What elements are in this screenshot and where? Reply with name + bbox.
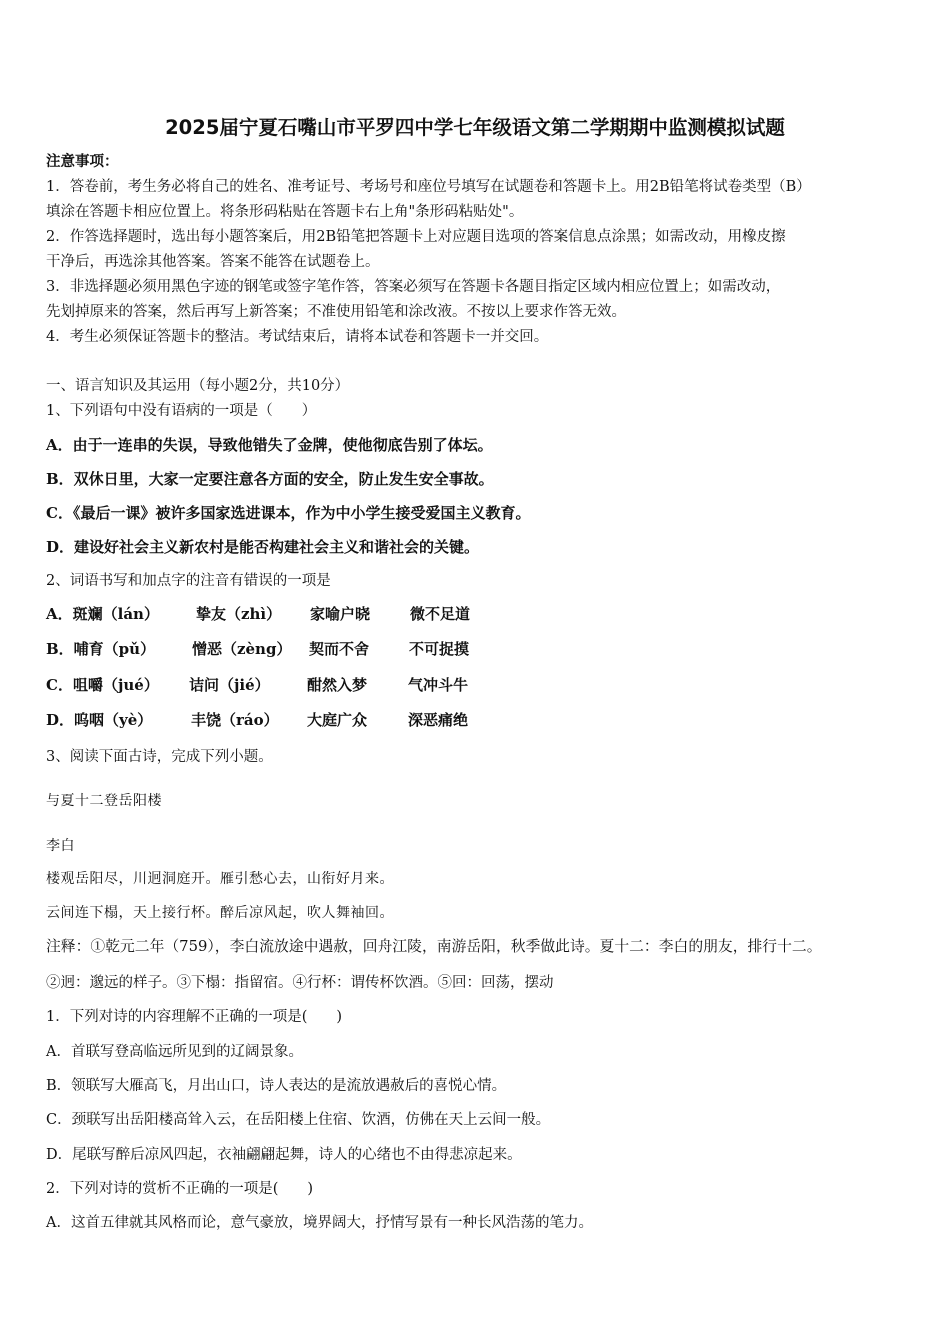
notice-heading: 注意事项： (46, 153, 119, 170)
q2-d-word4: 深恶痛绝 (408, 711, 469, 729)
q3-sub1-option-d: D．尾联写醉后凉风四起，衣袖翩翩起舞，诗人的心绪也不由得悲凉起来。 (46, 1147, 522, 1163)
q3-sub1-stem: 1．下列对诗的内容理解不正确的一项是( ) (46, 1009, 343, 1025)
q3-sub1-option-a: A．首联写登高临远所见到的辽阔景象。 (46, 1044, 303, 1060)
poem-line-2: 云间连下榻，天上接行杯。醉后凉风起，吹人舞袖回。 (46, 905, 394, 921)
notice-line-3: 2．作答选择题时，选出每小题答案后，用2B铅笔把答题卡上对应题目选项的答案信息点涂黑；如需改动，用橡皮擦 (46, 229, 786, 245)
notice-line-5: 3．非选择题必须用黑色字迹的钢笔或签字笔作答，答案必须写在答题卡各题目指定区域内相应位置上；如需改动， (46, 279, 781, 295)
notice-line-6: 先划掉原来的答案，然后再写上新答案；不准使用铅笔和涂改液。不按以上要求作答无效。 (46, 304, 626, 320)
q2-b-word2: 憎恶（zèng） (192, 640, 292, 658)
q3-sub1-option-c: C．颈联写出岳阳楼高耸入云，在岳阳楼上住宿、饮酒，仿佛在天上云间一般。 (46, 1112, 551, 1128)
notice-line-4: 干净后，再选涂其他答案。答案不能答在试题卷上。 (46, 254, 380, 270)
q2-c-word4: 气冲斗牛 (408, 676, 469, 694)
poem-note-2: ②迥：邈远的样子。③下榻：指留宿。④行杯：谓传杯饮酒。⑤回：回荡，摆动 (46, 975, 554, 991)
poem-title: 与夏十二登岳阳楼 (46, 793, 162, 809)
q2-b-word3: 契而不舍 (309, 640, 370, 658)
q2-d-word2: 丰饶（ráo） (191, 711, 279, 729)
q2-a-word3: 家喻户晓 (310, 605, 371, 623)
notice-line-7: 4．考生必须保证答题卡的整洁。考试结束后，请将本试卷和答题卡一并交回。 (46, 329, 549, 345)
q3-sub2-option-a: A．这首五律就其风格而论，意气豪放，境界阔大，抒情写景有一种长风浩荡的笔力。 (46, 1215, 593, 1231)
section-heading: 一、语言知识及其运用（每小题2分，共10分） (46, 378, 350, 394)
q3-stem: 3、阅读下面古诗，完成下列小题。 (46, 749, 273, 765)
q1-stem: 1、下列语句中没有语病的一项是（ ） (46, 403, 317, 419)
q2-a-word2: 挚友（zhì） (196, 605, 282, 623)
q1-option-d: D．建设好社会主义新农村是能否构建社会主义和谐社会的关键。 (46, 538, 480, 556)
q3-sub2-stem: 2．下列对诗的赏析不正确的一项是( ) (46, 1181, 314, 1197)
q2-a-word1: A．斑斓（lán） (46, 605, 159, 623)
q2-b-word4: 不可捉摸 (409, 640, 470, 658)
poem-author: 李白 (46, 838, 75, 854)
page-title: 2025届宁夏石嘴山市平罗四中学七年级语文第二学期期中监测模拟试题 (165, 116, 785, 139)
q2-c-word2: 诘问（jié） (189, 676, 270, 694)
notice-line-2: 填涂在答题卡相应位置上。将条形码粘贴在答题卡右上角"条形码粘贴处"。 (46, 204, 524, 220)
q2-a-word4: 微不足道 (410, 605, 471, 623)
q2-d-word3: 大庭广众 (307, 711, 368, 729)
q2-c-word3: 酣然入梦 (307, 676, 368, 694)
q1-option-a: A．由于一连串的失误，导致他错失了金牌，使他彻底告别了体坛。 (46, 436, 493, 454)
q1-option-b: B．双休日里，大家一定要注意各方面的安全，防止发生安全事故。 (46, 470, 494, 488)
q3-sub1-option-b: B．领联写大雁高飞，月出山口，诗人表达的是流放遇赦后的喜悦心情。 (46, 1078, 507, 1094)
poem-note-1: 注释：①乾元二年（759），李白流放途中遇赦，回舟江陵，南游岳阳，秋季做此诗。夏十二：李白的朋友，排行十二。 (46, 938, 822, 955)
q1-option-c: C．《最后一课》被许多国家选进课本，作为中小学生接受爱国主义教育。 (46, 504, 531, 522)
notice-line-1: 1．答卷前，考生务必将自己的姓名、准考证号、考场号和座位号填写在试题卷和答题卡上。用2B铅笔将试卷类型（B） (46, 179, 811, 195)
q2-b-word1: B．哺育（pǔ） (46, 640, 156, 658)
poem-line-1: 楼观岳阳尽，川迥洞庭开。雁引愁心去，山衔好月来。 (46, 871, 394, 887)
q2-c-word1: C．咀嚼（jué） (46, 676, 159, 694)
q2-d-word1: D．呜咽（yè） (46, 711, 153, 729)
q2-stem: 2、词语书写和加点字的注音有错误的一项是 (46, 573, 331, 589)
